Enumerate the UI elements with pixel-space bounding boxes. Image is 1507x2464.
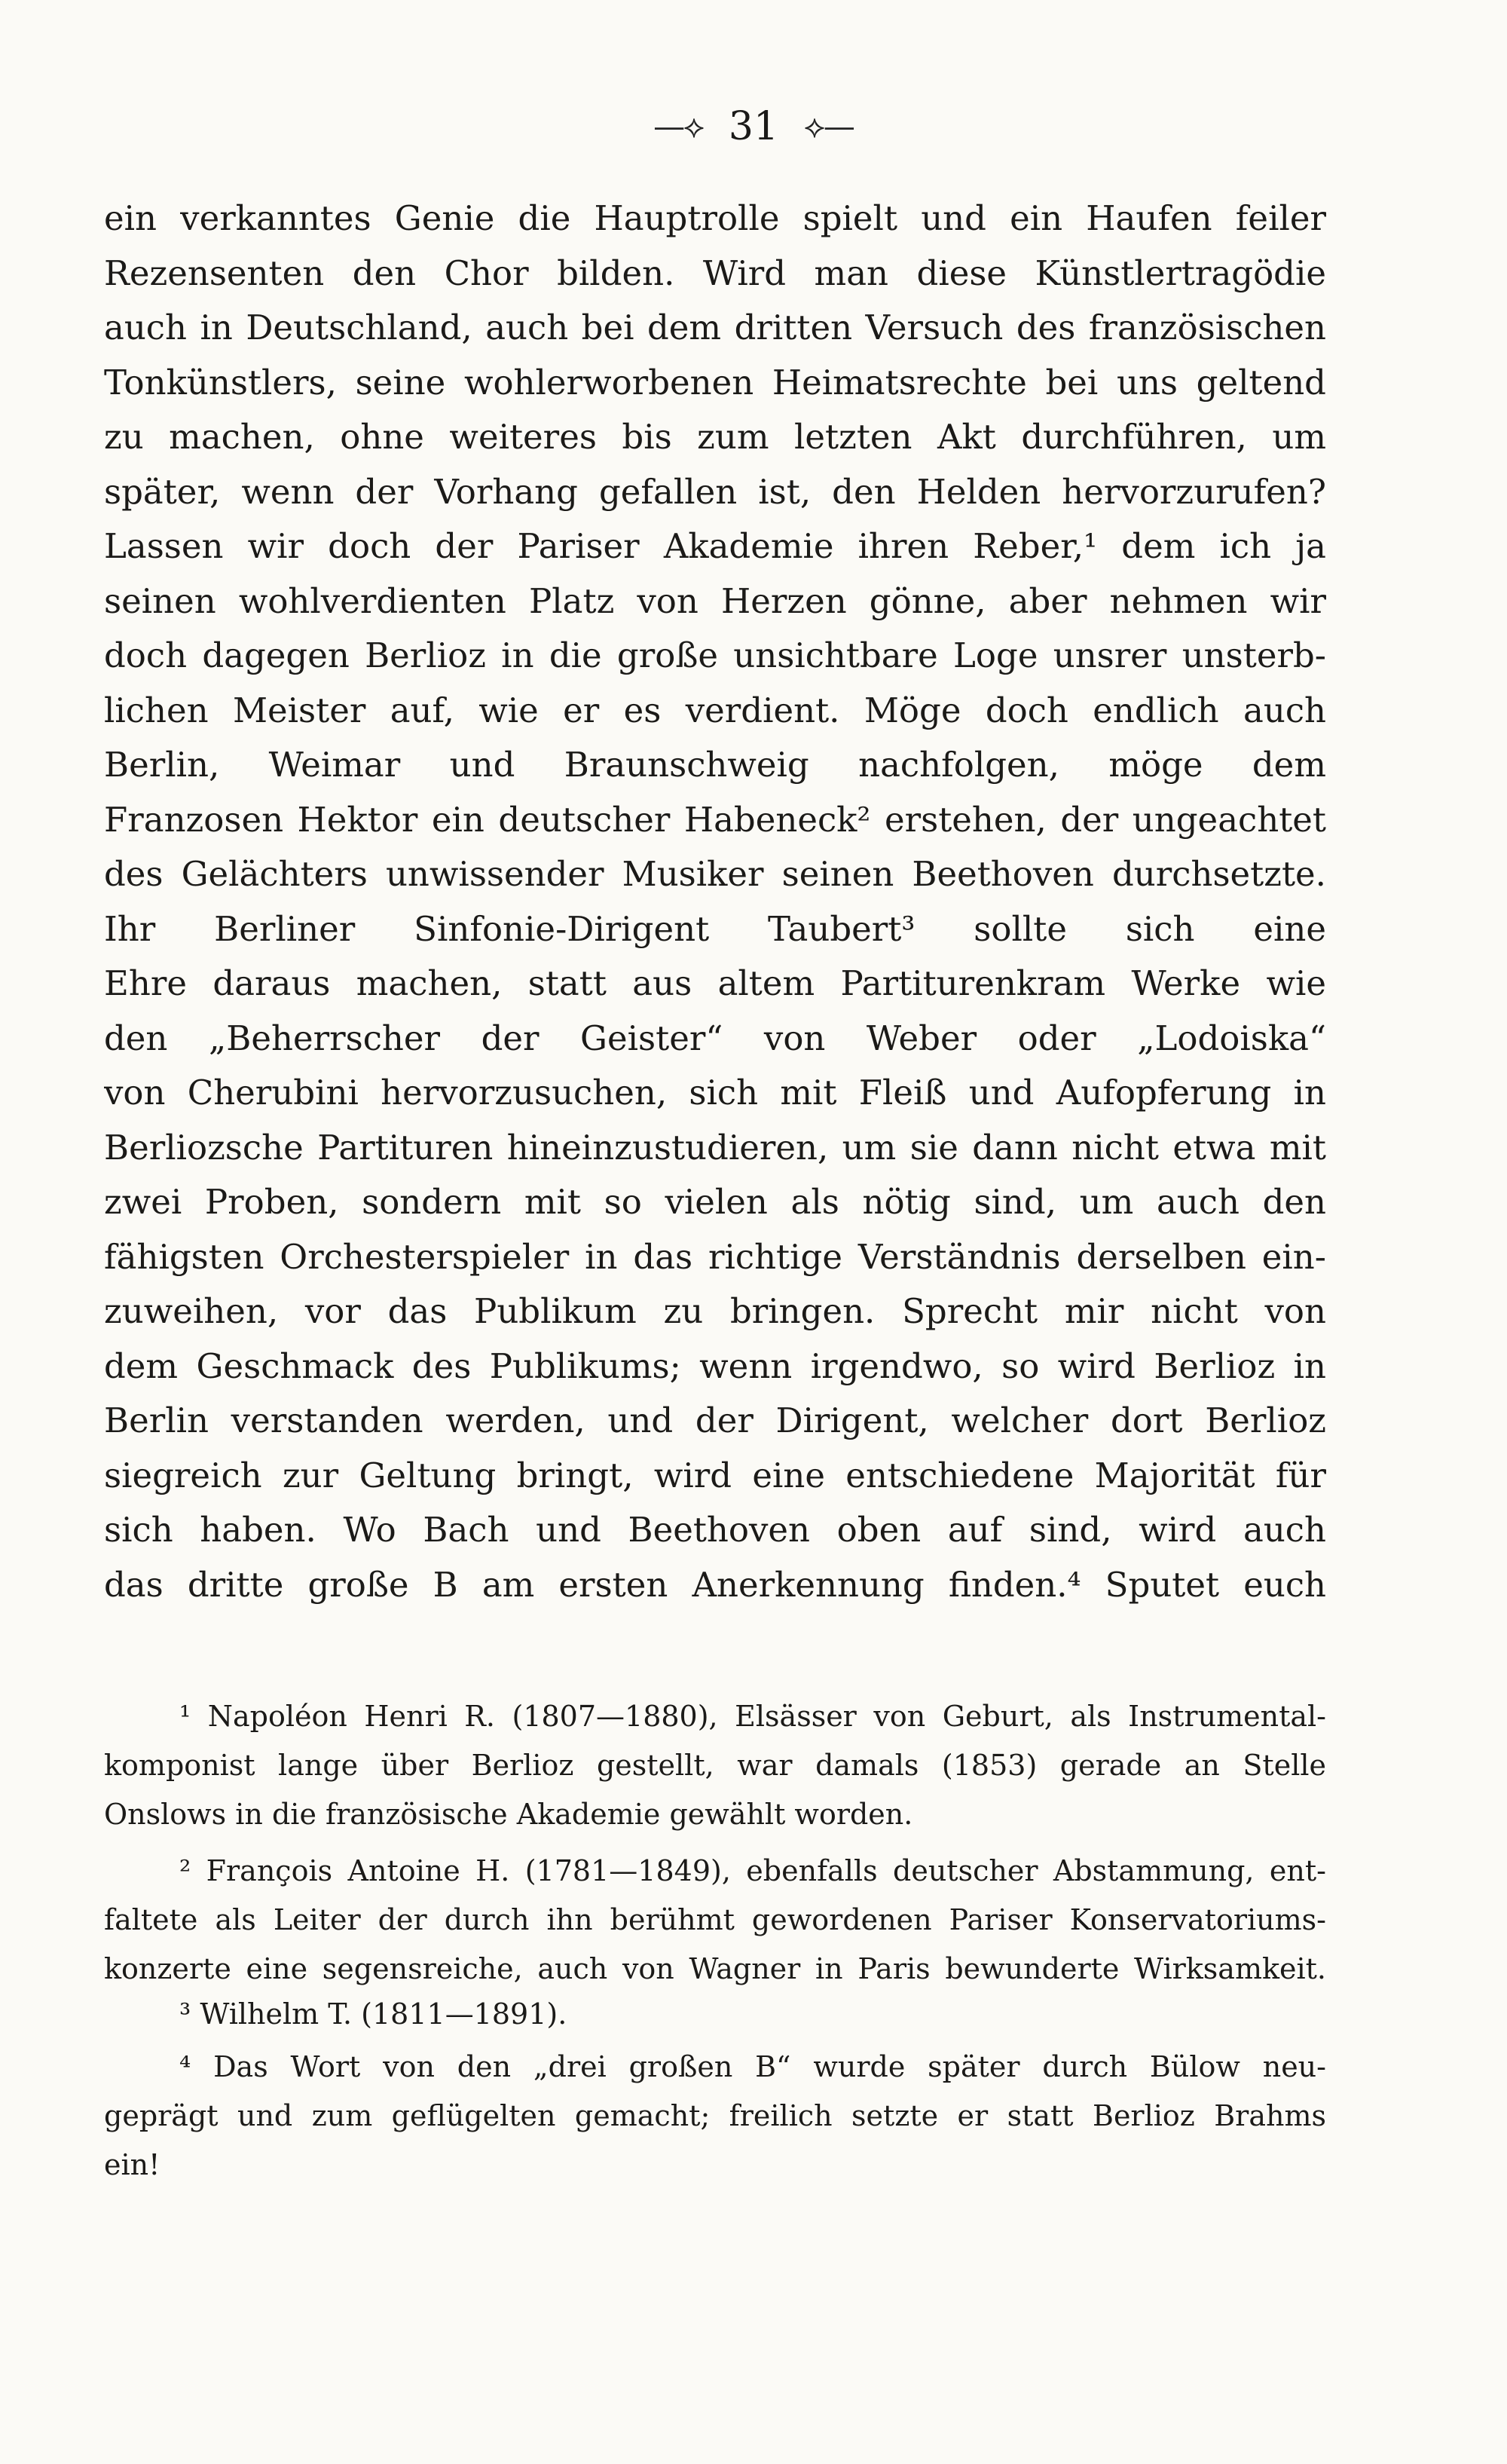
- page-header: [573, 96, 934, 157]
- text-line: zuweihen, vor das Publikum zu bringen. Sprecht mir nicht von: [104, 1291, 1326, 1331]
- footnote-line: komponist lange über Berlioz gestellt, war damals (1853) gerade an Stelle: [104, 1749, 1326, 1782]
- text-line: Lassen wir doch der Pariser Akademie ihren Reber,¹ dem ich ja: [104, 526, 1326, 566]
- text-line: Ihr Berliner Sinfonie-Dirigent Taubert³ sollte sich eine: [104, 908, 1326, 949]
- footnote-line: Onslows in die französische Akademie gewählt worden.: [104, 1798, 913, 1831]
- text-line: Berliozsche Partituren hineinzustudieren, um sie dann nicht etwa mit: [104, 1127, 1326, 1168]
- text-line: auch in Deutschland, auch bei dem dritten Versuch des französischen: [104, 308, 1326, 347]
- footnote-2: [104, 1847, 1326, 1994]
- footnote-line: faltete als Leiter der durch ihn berühmt gewordenen Pariser Konservatoriums-: [104, 1903, 1326, 1936]
- text-line: zu machen, ohne weiteres bis zum letzten Akt durchführen, um: [104, 417, 1326, 457]
- text-line: Berlin verstanden werden, und der Dirigent, welcher dort Berlioz: [104, 1400, 1326, 1440]
- footnote-4: [104, 2043, 1326, 2190]
- text-line: des Gelächters unwissender Musiker seinen Beethoven durchsetzte.: [104, 854, 1326, 894]
- text-line: fähigsten Orchesterspieler in das richtige Verständnis derselben ein-: [104, 1236, 1326, 1277]
- text-line: später, wenn der Vorhang gefallen ist, den Helden hervorzurufen?: [104, 471, 1326, 512]
- text-line: den „Beherrscher der Geister“ von Weber oder „Lodoiska“: [104, 1018, 1326, 1058]
- footnote-1: [104, 1692, 1326, 1839]
- text-line: Berlin, Weimar und Braunschweig nachfolgen, möge dem: [104, 745, 1326, 785]
- ornament-right: ⟡—: [804, 108, 854, 145]
- page-number: 31: [728, 104, 779, 149]
- text-line: Tonkünstlers, seine wohlerworbenen Heimatsrechte bei uns geltend: [104, 362, 1326, 403]
- footnote-line: konzerte eine segensreiche, auch von Wagner in Paris bewunderte Wirksamkeit.: [104, 1952, 1326, 1985]
- text-line: siegreich zur Geltung bringt, wird eine entschiedene Majorität für: [104, 1455, 1326, 1495]
- text-line: sich haben. Wo Bach und Beethoven oben auf sind, wird auch: [104, 1510, 1326, 1550]
- footnote-line: ein!: [104, 2148, 160, 2181]
- text-line: dem Geschmack des Publikums; wenn irgendwo, so wird Berlioz in: [104, 1345, 1326, 1386]
- footnote-line: ³ Wilhelm T. (1811—1891).: [179, 1997, 567, 2031]
- text-line: Franzosen Hektor ein deutscher Habeneck² erstehen, der ungeachtet: [104, 799, 1326, 840]
- ornament-left: —⟡: [653, 108, 703, 145]
- text-line: ein verkanntes Genie die Hauptrolle spielt und ein Haufen feiler: [104, 198, 1326, 238]
- text-line: seinen wohlverdienten Platz von Herzen gönne, aber nehmen wir: [104, 580, 1326, 621]
- text-line: doch dagegen Berlioz in die große unsichtbare Loge unsrer unsterb-: [104, 635, 1326, 675]
- body-text: [104, 191, 1326, 1612]
- text-line: Rezensenten den Chor bilden. Wird man diese Künstlertragödie: [104, 253, 1326, 293]
- footnote-line: ⁴ Das Wort von den „drei großen B“ wurde später durch Bülow neu-: [179, 2050, 1326, 2083]
- text-line: von Cherubini hervorzusuchen, sich mit Fleiß und Aufopferung in: [104, 1073, 1326, 1113]
- text-line: lichen Meister auf, wie er es verdient. Möge doch endlich auch: [104, 690, 1326, 730]
- text-line: zwei Proben, sondern mit so vielen als nötig sind, um auch den: [104, 1182, 1326, 1222]
- text-line: das dritte große B am ersten Anerkennung finden.⁴ Sputet euch: [104, 1564, 1326, 1605]
- text-line: Ehre daraus machen, statt aus altem Partiturenkram Werke wie: [104, 963, 1326, 1003]
- footnote-3: [104, 1990, 1326, 2039]
- footnote-line: ² François Antoine H. (1781—1849), ebenfalls deutscher Abstammung, ent-: [179, 1854, 1326, 1887]
- footnote-line: ¹ Napoléon Henri R. (1807—1880), Elsässer von Geburt, als Instrumental-: [179, 1700, 1326, 1733]
- footnote-line: geprägt und zum geflügelten gemacht; freilich setzte er statt Berlioz Brahms: [104, 2099, 1326, 2132]
